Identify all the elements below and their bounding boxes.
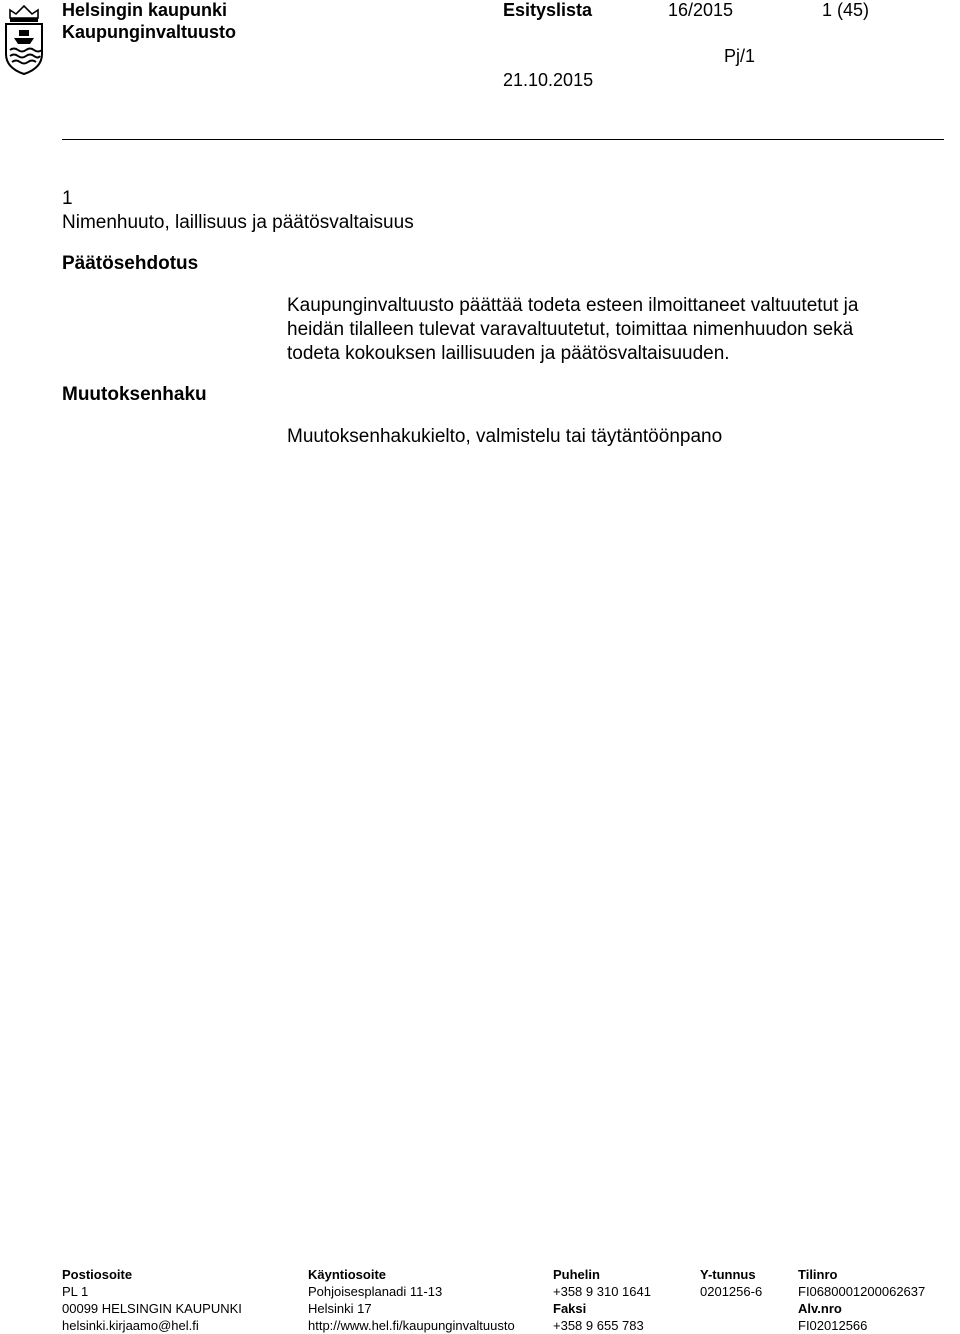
item-reference: Pj/1 — [724, 46, 756, 66]
proposal-line: heidän tilalleen tulevat varavaltuutetut, toimittaa nimenhuudon sekä — [287, 319, 854, 340]
meeting-date: 21.10.2015 — [503, 70, 594, 90]
phone-number: +358 9 310 1641 — [553, 1284, 651, 1299]
footer-postal-column — [62, 1266, 242, 1334]
proposal-label: Päätösehdotus — [62, 253, 199, 274]
document-number: 16/2015 — [668, 0, 734, 20]
fax-heading: Faksi — [553, 1301, 587, 1316]
footer-business-id-column — [700, 1266, 762, 1300]
fax-number: +358 9 655 783 — [553, 1318, 644, 1333]
vat-heading: Alv.nro — [798, 1301, 842, 1316]
document-type: Esityslista — [503, 0, 593, 20]
postal-email: helsinki.kirjaamo@hel.fi — [62, 1318, 199, 1333]
postal-line: PL 1 — [62, 1284, 89, 1299]
appeal-label: Muutoksenhaku — [62, 384, 207, 405]
helsinki-coat-of-arms-icon — [2, 4, 46, 76]
visiting-heading: Käyntiosoite — [308, 1267, 387, 1282]
footer-visiting-column — [308, 1266, 515, 1334]
header-divider — [62, 139, 944, 140]
postal-line: 00099 HELSINGIN KAUPUNKI — [62, 1301, 242, 1316]
vat-value: FI02012566 — [798, 1318, 868, 1333]
proposal-line: Kaupunginvaltuusto päättää todeta esteen ilmoittaneet valtuutetut ja — [287, 295, 859, 316]
proposal-text — [287, 294, 858, 366]
item-title: Nimenhuuto, laillisuus ja päätösvaltaisuus — [62, 212, 414, 233]
appeal-text: Muutoksenhakukielto, valmistelu tai täytäntöönpano — [287, 426, 723, 447]
phone-heading: Puhelin — [553, 1267, 600, 1282]
account-heading: Tilinro — [798, 1267, 838, 1282]
postal-heading: Postiosoite — [62, 1267, 133, 1282]
item-number: 1 — [62, 188, 73, 209]
business-id-value: 0201256-6 — [700, 1284, 763, 1299]
footer-account-column — [798, 1266, 925, 1334]
governing-body-name: Kaupunginvaltuusto — [62, 22, 236, 42]
page-number: 1 (45) — [822, 0, 870, 20]
visiting-line: Pohjoisesplanadi 11-13 — [308, 1284, 443, 1299]
visiting-line: Helsinki 17 — [308, 1301, 372, 1316]
account-value: FI0680001200062637 — [798, 1284, 926, 1299]
organization-name: Helsingin kaupunki — [62, 0, 228, 20]
footer-phone-column — [553, 1266, 651, 1334]
business-id-heading: Y-tunnus — [700, 1267, 756, 1282]
proposal-line: todeta kokouksen laillisuuden ja päätösvaltaisuuden. — [287, 343, 730, 364]
visiting-website: http://www.hel.fi/kaupunginvaltuusto — [308, 1318, 515, 1333]
